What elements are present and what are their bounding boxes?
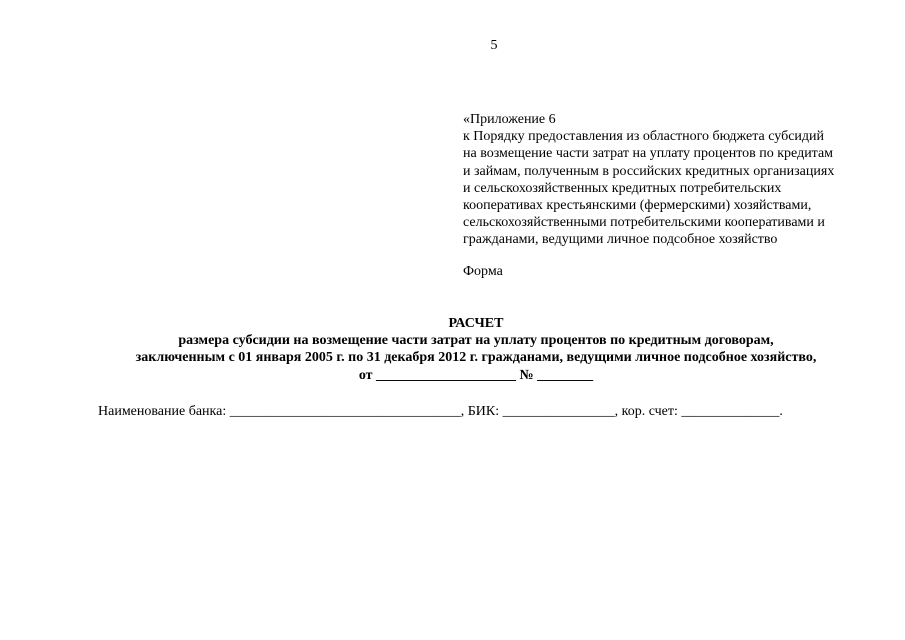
title-date-number-line: от ____________________ № ________ — [358, 367, 594, 383]
appendix-line: сельскохозяйственными потребительскими кооперативами и — [463, 215, 825, 231]
document-title-block — [0, 315, 905, 384]
appendix-header — [463, 111, 883, 249]
appendix-line: к Порядку предоставления из областного бюджета субсидий — [463, 129, 825, 145]
document-heading: РАСЧЕТ — [448, 316, 504, 331]
title-line: заключенным с 01 января 2005 г. по 31 декабря 2012 г. гражданами, ведущими личное подсобное хозяйство, — [135, 350, 817, 366]
page-number: 5 — [490, 38, 498, 53]
appendix-line: гражданами, ведущими личное подсобное хозяйство — [463, 232, 778, 248]
bank-details-line: Наименование банка: _________________________________, БИК: ________________, кор. счет: ______________. — [98, 404, 783, 419]
appendix-line: «Приложение 6 — [463, 112, 556, 127]
appendix-line: и займам, полученным в российских кредитных организациях — [463, 163, 835, 179]
title-line: размера субсидии на возмещение части затрат на уплату процентов по кредитным договорам, — [178, 333, 774, 349]
appendix-line: на возмещение части затрат на уплату процентов по кредитам — [463, 146, 834, 162]
form-label: Форма — [463, 264, 503, 279]
appendix-line: и сельскохозяйственных кредитных потребительских — [463, 180, 782, 196]
appendix-line: кооперативах крестьянскими (фермерскими) хозяйствами, — [463, 198, 812, 214]
